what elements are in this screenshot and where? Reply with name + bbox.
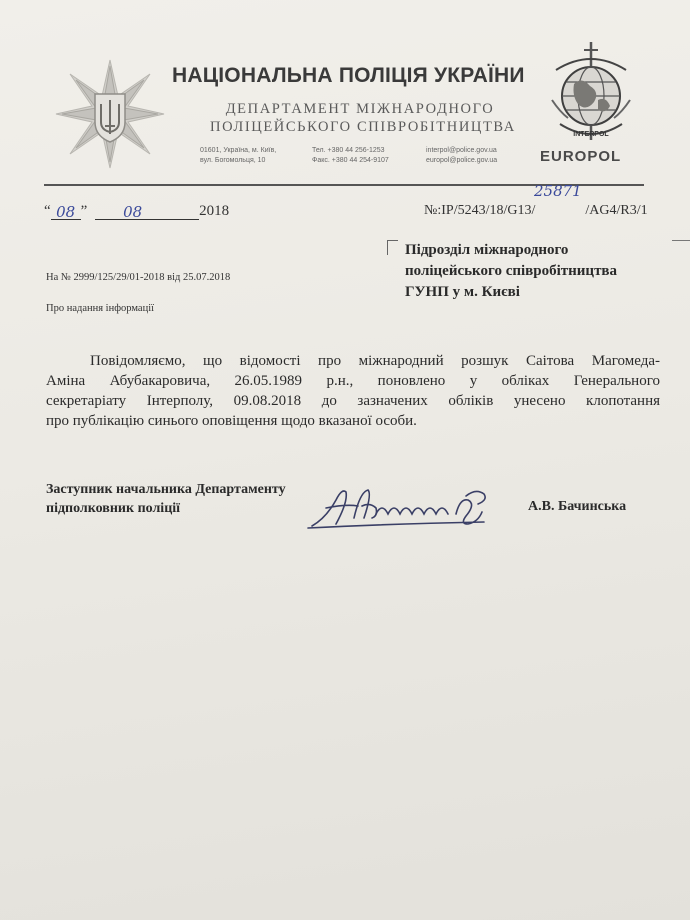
registration-gap (535, 203, 585, 219)
registration-number (424, 203, 648, 219)
recipient-line-3: ГУНП у м. Києві (405, 284, 520, 300)
police-star-emblem-icon (52, 56, 168, 172)
document-date (44, 203, 229, 220)
registration-suffix: /AG4/R3/1 (585, 203, 648, 218)
phone-block (312, 146, 389, 166)
email-line-2: europol@police.gov.ua (426, 157, 498, 164)
address-line-1: 01601, Україна, м. Київ, (200, 147, 277, 154)
date-close-quote: ” (80, 203, 88, 219)
reference-number: На № 2999/125/29/01-2018 від 25.07.2018 (46, 272, 231, 283)
email-line-1: interpol@police.gov.ua (426, 147, 497, 154)
phone-line-1: Тел. +380 44 256-1253 (312, 147, 385, 154)
date-day-field (51, 203, 81, 220)
recipient-block (405, 240, 617, 303)
interpol-globe-emblem-icon (546, 40, 636, 144)
signature-scrawl-icon (306, 478, 502, 534)
organization-title: НАЦІОНАЛЬНА ПОЛІЦІЯ УКРАЇНИ (172, 64, 525, 87)
department-line-1: ДЕПАРТАМЕНТ МІЖНАРОДНОГО (225, 101, 495, 117)
signatory-position-line-2: підполковник поліції (46, 501, 181, 516)
date-month-field (95, 203, 199, 220)
date-day-handwritten: 08 (56, 203, 76, 221)
department-name (210, 100, 516, 136)
address-block (200, 146, 276, 166)
date-open-quote: “ (44, 203, 51, 219)
interpol-logo-text: INTERPOL (573, 131, 609, 138)
email-block (426, 146, 497, 166)
body-line-3: секретаріату Інтерполу, 09.08.2018 до зазначених обліків унесено клопотання (46, 393, 660, 409)
letter-body (46, 351, 660, 431)
recipient-line-1: Підрозділ міжнародного (405, 242, 569, 258)
europol-logo-icon (540, 148, 621, 165)
address-line-2: вул. Богомольця, 10 (200, 157, 266, 164)
registration-prefix: №:IP/5243/18/G13/ (424, 203, 536, 218)
body-line-2: Аміна Абубакаровича, 26.05.1989 р.н., поновлено у обліках Генерального (46, 373, 660, 389)
registration-number-handwritten: 25871 (534, 182, 582, 200)
body-line-1: Повідомляємо, що відомості про міжнародний розшук Саітова Магомеда- (90, 353, 660, 369)
signatory-position-line-1: Заступник начальника Департаменту (46, 482, 286, 497)
department-line-2: ПОЛІЦЕЙСЬКОГО СПІВРОБІТНИЦТВА (210, 119, 516, 135)
subject-line: Про надання інформації (46, 303, 155, 314)
signatory-position (46, 480, 286, 518)
body-line-4: про публікацію синього оповіщення щодо вказаної особи. (46, 413, 417, 429)
date-year: 2018 (199, 203, 230, 219)
recipient-edge-mark (672, 240, 690, 241)
recipient-corner-mark (387, 240, 398, 255)
date-month-handwritten: 08 (123, 203, 143, 221)
phone-line-2: Факс. +380 44 254-9107 (312, 157, 389, 164)
europol-logo-text: EUROPOL (540, 148, 622, 165)
recipient-line-2: поліцейського співробітництва (405, 263, 618, 279)
signatory-name: А.В. Бачинська (528, 499, 627, 514)
